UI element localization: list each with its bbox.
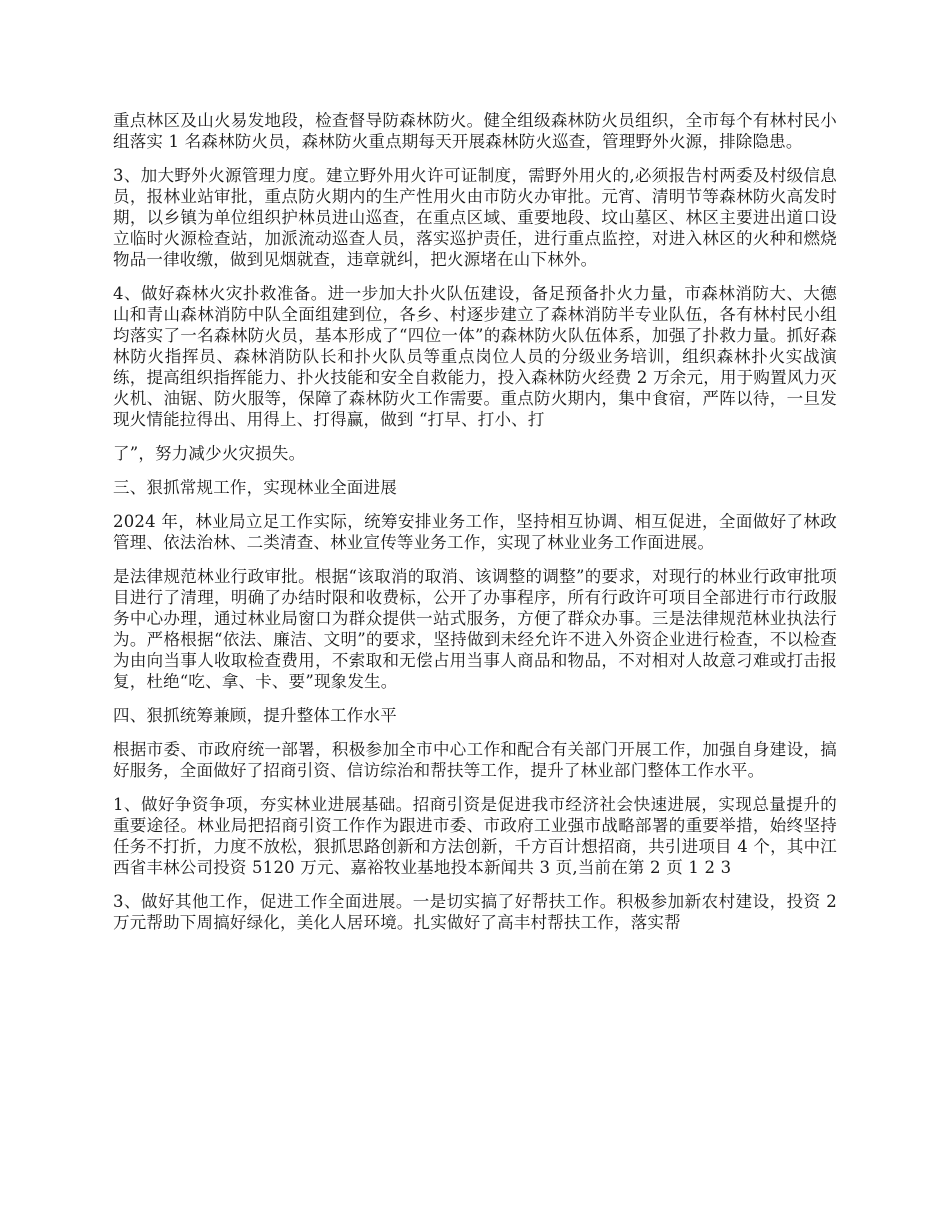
paragraph-other-work: 3、做好其他工作，促进工作全面进展。一是切实搞了好帮扶工作。积极参加新农村建设，投资 2 万元帮助下周搞好绿化，美化人居环境。扎实做好了高丰村帮扶工作，落实帮 xyxy=(113,892,837,932)
document-body xyxy=(113,110,837,946)
section-heading-routine-work: 三、狠抓常规工作，实现林业全面进展 xyxy=(113,478,397,497)
paragraph-fire-source-management: 3、加大野外火源管理力度。建立野外用火许可证制度，需野外用火的,必须报告村两委及村级信息员，报林业站审批，重点防火期内的生产性用火由市防火办审批。元宵、清明节等森林防火高发时期，以乡镇为单位组织护林员进山巡查，在重点区域、重要地段、坟山墓区、林区主要进出道口设立临时火源检查站，加派流动巡查人员，落实巡护责任，进行重点监控，对进入林区的火种和燃烧物品一律收缴，做到见烟就查，违章就纠，把火源堵在山下林外。 xyxy=(113,166,837,269)
paragraph-reduce-losses: 了”，努力减少火灾损失。 xyxy=(113,444,306,463)
paragraph-firefighting-preparation: 4、做好森林火灾扑救准备。进一步加大扑火队伍建设，备足预备扑火力量，市森林消防大、大德山和青山森林消防中队全面组建到位，各乡、村逐步建立了森林消防半专业队伍，各有林村民小组均落实了一名森林防火员，基本形成了“四位一体”的森林防火队伍体系，加强了扑救力量。抓好森林防火指挥员、森林消防队长和扑火队员等重点岗位人员的分级业务培训，组织森林扑火实战演练，提高组织指挥能力、扑火技能和安全自救能力，投入森林防火经费 2 万余元，用于购置风力灭火机、油锯、防火服等，保障了森林防火工作需要。重点防火期内，集中食宿，严阵以待，一旦发现火情能拉得出、用得上、打得赢，做到 “打早、打小、打 xyxy=(113,284,837,429)
paragraph-2024-summary: 2024 年，林业局立足工作实际，统筹安排业务工作，坚持相互协调、相互促进，全面做好了林政管理、依法治林、二类清查、林业宣传等业务工作，实现了林业业务工作面进展。 xyxy=(113,512,837,552)
paragraph-forest-patrol: 重点林区及山火易发地段，检查督导防森林防火。健全组级森林防火员组织，全市每个有林村民小组落实 1 名森林防火员，森林防火重点期每天开展森林防火巡查，管理野外火源，排除隐患。 xyxy=(113,111,837,151)
paragraph-investment-attraction: 1、做好争资争项，夯实林业进展基础。招商引资是促进我市经济社会快速进展，实现总量提升的重要途径。林业局把招商引资工作作为跟进市委、市政府工业强市战略部署的重要举措，始终坚持任务不打折，力度不放松，狠抓思路创新和方法创新，千方百计想招商，共引进项目 4 个，其中江西省丰林公司投资 5120 万元、嘉裕牧业基地投本新闻共 3 页,当前在第 2 页 1 2 3 xyxy=(113,795,837,877)
section-heading-overall-planning: 四、狠抓统筹兼顾，提升整体工作水平 xyxy=(113,706,397,725)
paragraph-central-work: 根据市委、市政府统一部署，积极参加全市中心工作和配合有关部门开展工作，加强自身建设，搞好服务，全面做好了招商引资、信访综治和帮扶等工作，提升了林业部门整体工作水平。 xyxy=(113,740,837,780)
paragraph-administrative-approval: 是法律规范林业行政审批。根据“该取消的取消、该调整的调整”的要求，对现行的林业行政审批项目进行了清理，明确了办结时限和收费标，公开了办事程序，所有行政许可项目全部进行市行政服务中心办理，通过林业局窗口为群众提供一站式服务，方便了群众办事。三是法律规范林业执法行为。严格根据“依法、廉洁、文明”的要求，坚持做到未经允许不进入外资企业进行检查，不以检查为由向当事人收取检查费用，不索取和无偿占用当事人商品和物品，不对相对人故意刁难或打击报复，杜绝“吃、拿、卡、要”现象发生。 xyxy=(113,567,837,691)
